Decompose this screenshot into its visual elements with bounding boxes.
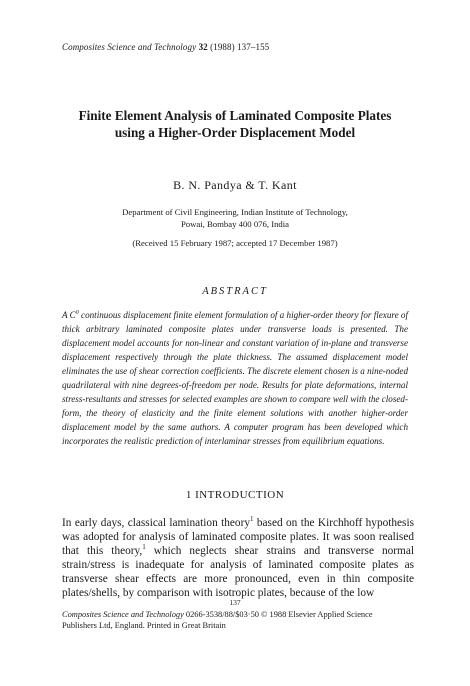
- footer-line-2: Publishers Ltd, England. Printed in Great Britain: [62, 621, 226, 630]
- abstract-text-start: A C: [62, 310, 76, 320]
- authors: B. N. Pandya & T. Kant: [173, 178, 297, 192]
- abstract-heading: ABSTRACT: [202, 286, 268, 297]
- abstract-text-rest: continuous displacement finite element formulation of a higher-order theory for flexure of thick arbitrary laminated composite plates under transverse loads is presented. The displacement model accounts for non-linear and constant variation of in-plane and transverse displacement respectively through the plate thickness. The assumed displacement model eliminates the use of shear correction coefficients. The discrete element chosen is a nine-noded quadrilateral with nine degrees-of-freedom per node. Results for plate deformations, internal stress-resultants and stresses for selected examples are shown to compare well with the closed-form, the theory of elasticity and the finite element solutions with another higher-order displacement model by the same authors. A computer program has been developed which incorporates the realistic prediction of interlaminar stresses from equilibrium equations.: [62, 310, 408, 446]
- publication-footer: [62, 609, 422, 631]
- abstract-text: [62, 308, 408, 448]
- introduction-text: [62, 516, 414, 601]
- footer-line-1: [62, 609, 422, 620]
- footer-issn: 0266-3538/88/$03·50 © 1988 Elsevier Applied Science: [183, 610, 373, 619]
- title-line-1: Finite Element Analysis of Laminated Composite Plates: [78, 108, 392, 123]
- journal-header: [62, 42, 269, 52]
- journal-volume: 32: [198, 42, 208, 52]
- citation-ref-2: 1: [142, 543, 146, 552]
- journal-year-pages: (1988) 137–155: [210, 42, 270, 52]
- received-dates: (Received 15 February 1987; accepted 17 December 1987): [132, 238, 338, 248]
- affiliation-line-2: Powai, Bombay 400 076, India: [180, 219, 290, 229]
- intro-text-3: which neglects shear strains and transverse normal strain/stress is inadequate for analysis of laminated composite plates as transverse shear effects are more pronounced, even in thin composite plates/shells, by comparison with isotropic plates, because of the low: [62, 545, 414, 600]
- affiliation: [40, 206, 430, 230]
- citation-ref-1: 1: [249, 515, 254, 524]
- title-line-2: using a Higher-Order Displacement Model: [114, 125, 356, 140]
- page-number: 137: [229, 598, 241, 607]
- intro-text-1: In early days, classical lamination theory: [62, 517, 250, 529]
- section-heading: 1 INTRODUCTION: [185, 489, 285, 501]
- journal-name: Composites Science and Technology: [62, 42, 197, 52]
- footer-journal: Composites Science and Technology: [62, 610, 184, 619]
- intro-text-2: based on the Kirchhoff hypothesis was adopted for analysis of laminated composite plates. It was soon realised that this theory,: [62, 517, 414, 558]
- paper-title: [40, 107, 430, 141]
- affiliation-line-1: Department of Civil Engineering, Indian Institute of Technology,: [122, 207, 348, 217]
- abstract-superscript: 0: [75, 309, 79, 316]
